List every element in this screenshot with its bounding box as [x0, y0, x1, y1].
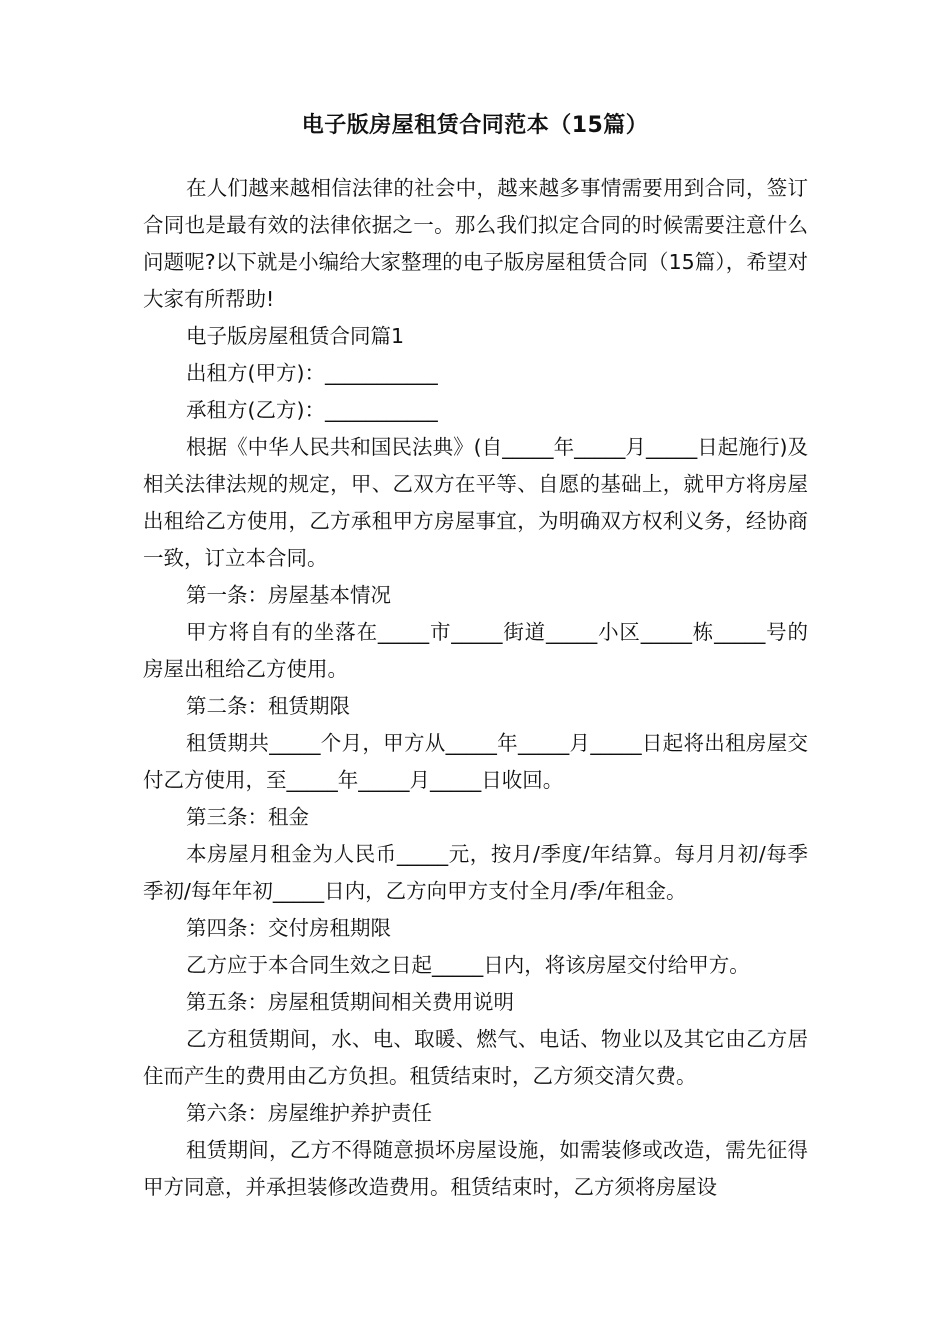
article-1-heading: 第一条：房屋基本情况: [186, 583, 391, 607]
article-6-body: 租赁期间，乙方不得随意损坏房屋设施，如需装修或改造，需先征得甲方同意，并承担装修改造费用。租赁结束时，乙方须将房屋设: [143, 1138, 808, 1199]
article-6-heading: 第六条：房屋维护养护责任: [186, 1101, 432, 1125]
article-1-body: 甲方将自有的坐落在_____市_____街道_____小区_____栋_____号的房屋出租给乙方使用。: [143, 620, 808, 681]
article-5-body: 乙方租赁期间，水、电、取暖、燃气、电话、物业以及其它由乙方居住而产生的费用由乙方负担。租赁结束时，乙方须交清欠费。: [143, 1027, 808, 1088]
article-3-body: 本房屋月租金为人民币_____元，按月/季度/年结算。每月月初/每季季初/每年年初_____日内，乙方向甲方支付全月/季/年租金。: [143, 842, 808, 903]
article-5-heading: 第五条：房屋租赁期间相关费用说明: [186, 990, 514, 1014]
article-2-body: 租赁期共_____个月，甲方从_____年_____月_____日起将出租房屋交付乙方使用，至_____年_____月_____日收回。: [143, 731, 808, 792]
lessee-line: 承租方(乙方)：___________: [186, 398, 438, 422]
contract-heading: 电子版房屋租赁合同篇1: [186, 324, 405, 348]
document-title: 电子版房屋租赁合同范本（15篇）: [301, 113, 649, 138]
lessor-line: 出租方(甲方)：___________: [186, 361, 438, 385]
preamble-paragraph: 根据《中华人民共和国民法典》(自_____年_____月_____日起施行)及相关法律法规的规定，甲、乙双方在平等、自愿的基础上，就甲方将房屋出租给乙方使用，乙方承租甲方房屋事宜，为明确双方权利义务，经协商一致，订立本合同。: [143, 435, 808, 570]
article-2-heading: 第二条：租赁期限: [186, 694, 350, 718]
article-4-body: 乙方应于本合同生效之日起_____日内，将该房屋交付给甲方。: [186, 953, 750, 977]
intro-paragraph: 在人们越来越相信法律的社会中，越来越多事情需要用到合同，签订合同也是最有效的法律依据之一。那么我们拟定合同的时候需要注意什么问题呢?以下就是小编给大家整理的电子版房屋租赁合同（15篇），希望对大家有所帮助!: [143, 176, 808, 311]
article-3-heading: 第三条：租金: [186, 805, 309, 829]
document-body: [143, 170, 808, 1206]
article-4-heading: 第四条：交付房租期限: [186, 916, 391, 940]
